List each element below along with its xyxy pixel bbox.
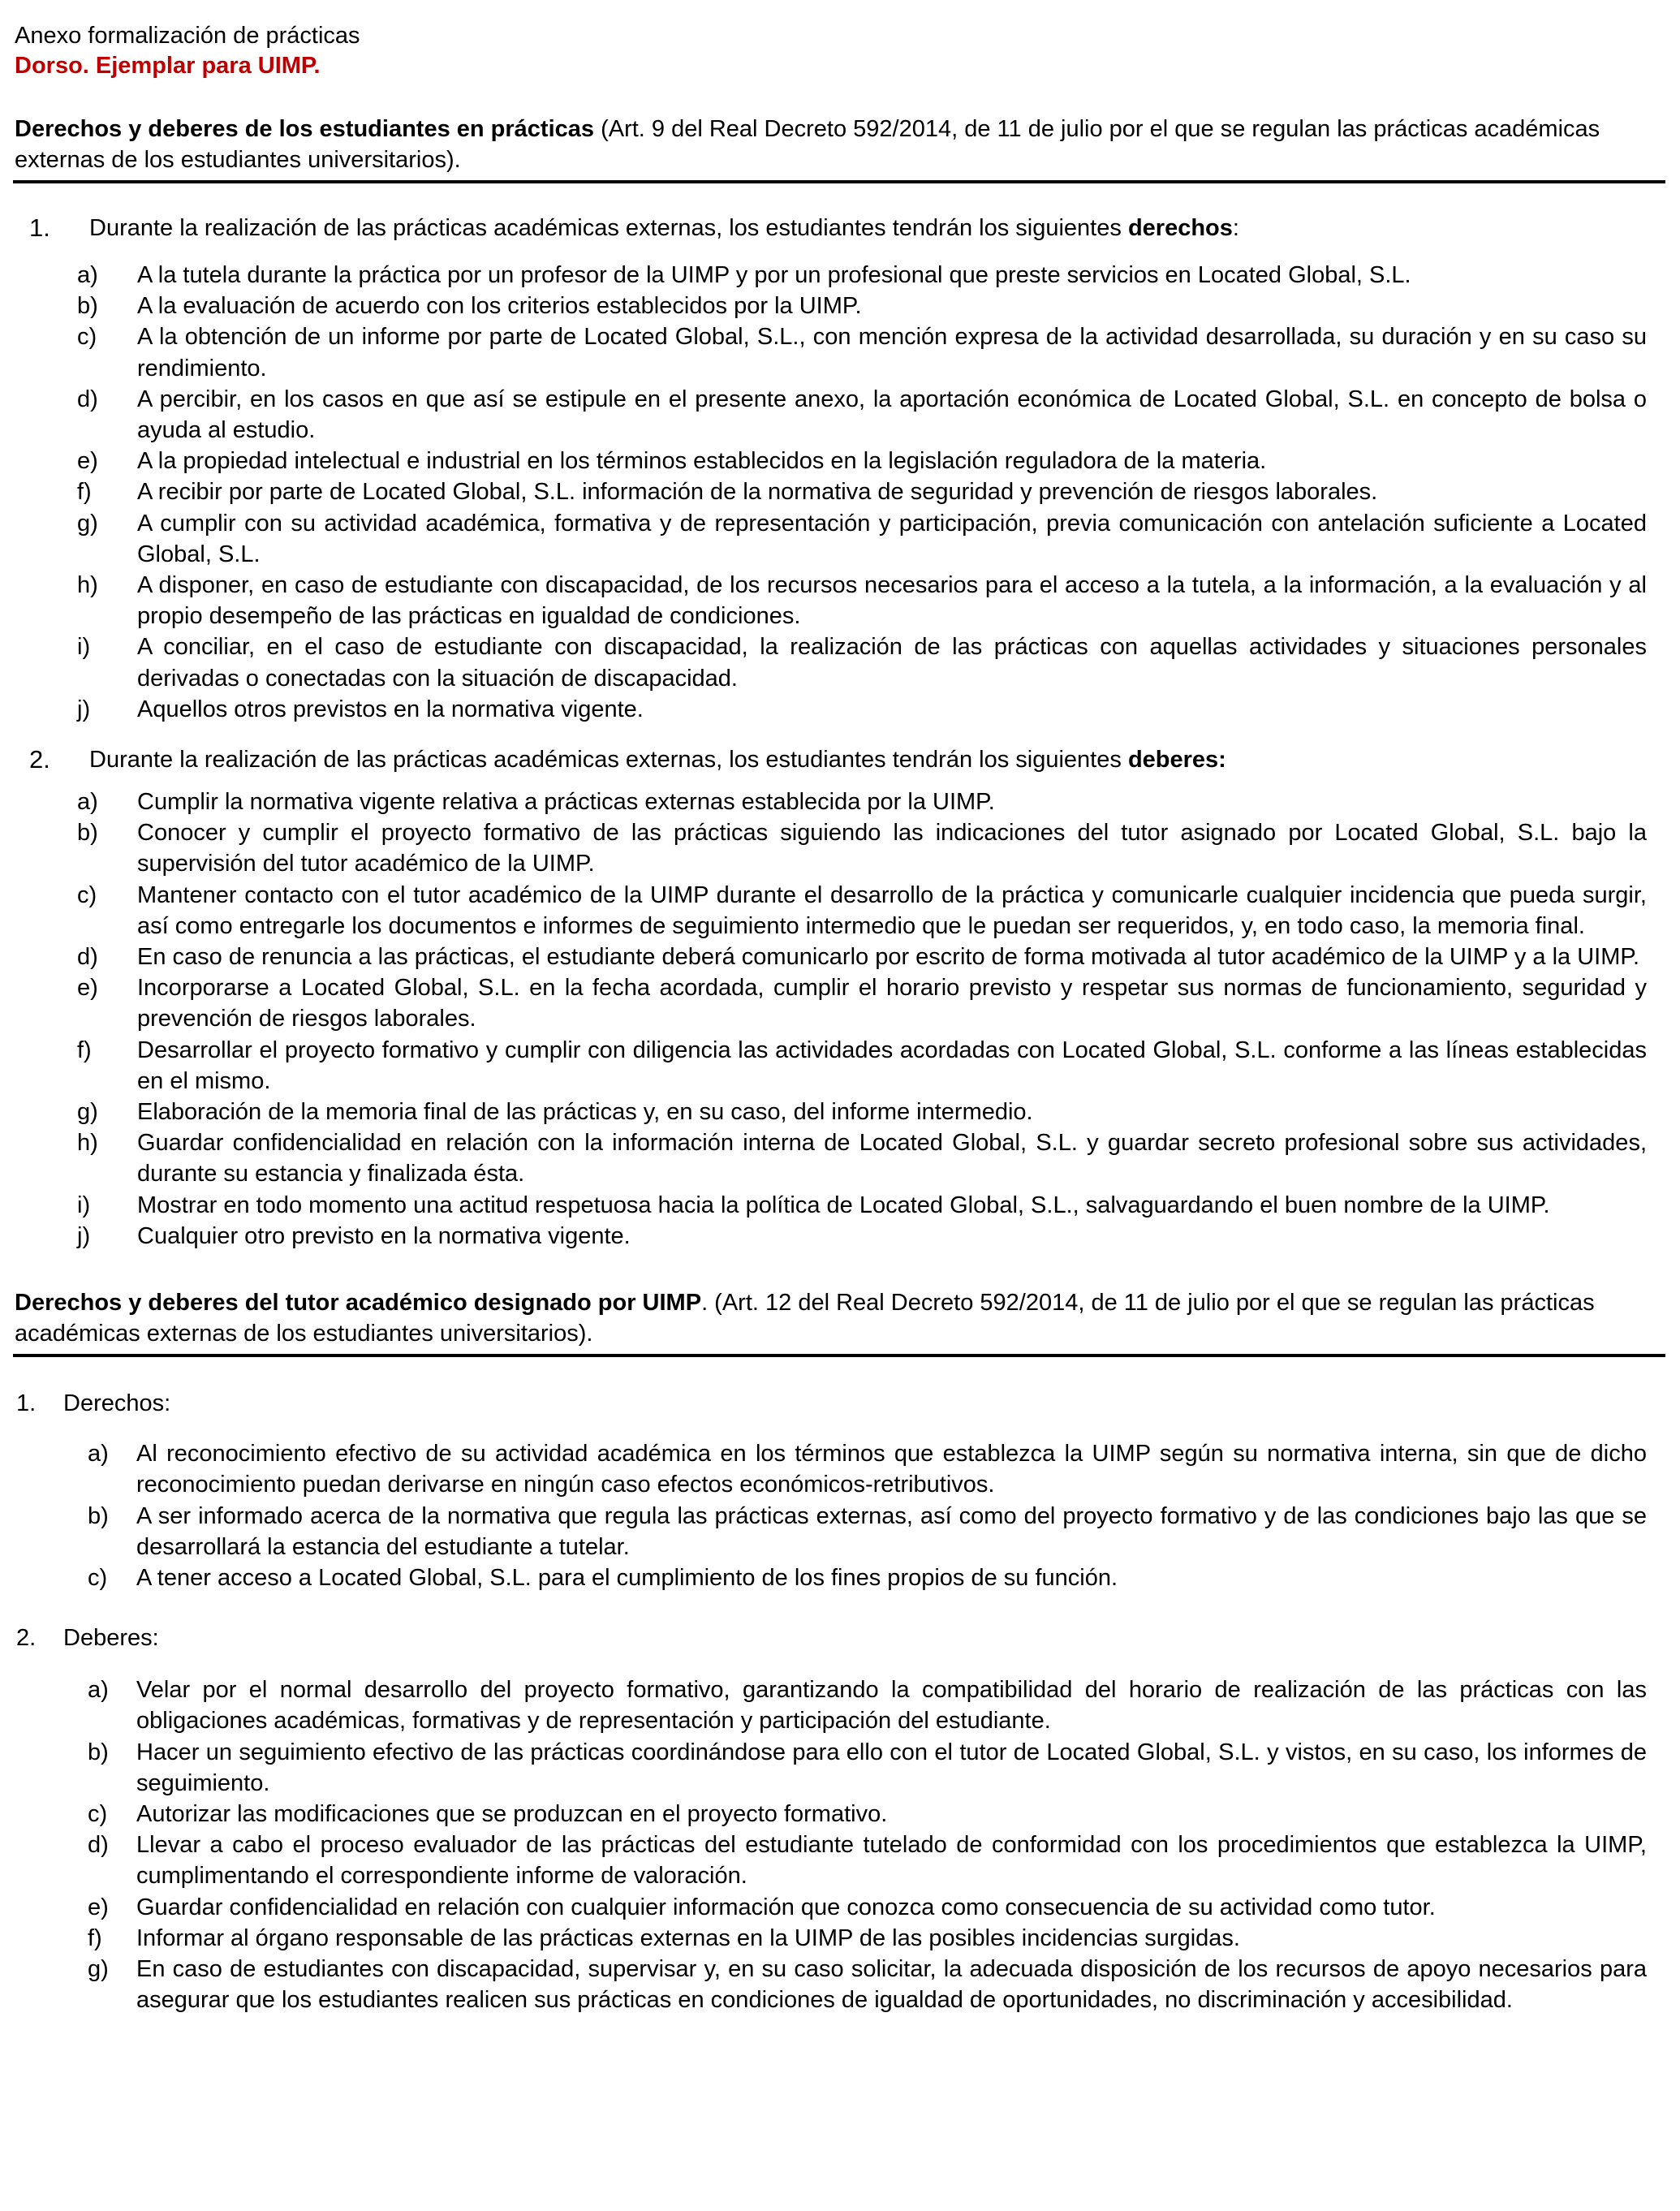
student-duties-list	[15, 787, 1665, 1252]
item-label: a)	[88, 1441, 109, 1468]
item-label: c)	[88, 1564, 108, 1591]
item-text: Mostrar en todo momento una actitud respetuosa hacia la política de Located Global, S.L., salvaguardando el buen nombre de la UIMP.	[137, 1192, 1550, 1218]
students-section	[15, 114, 1665, 1252]
item-text: En caso de renuncia a las prácticas, el estudiante deberá comunicarlo por escrito de forma motivada al tutor académico de la UIMP y a la UIMP.	[137, 944, 1640, 971]
item-text: Llevar a cabo el proceso evaluador de las prácticas del estudiante tutelado de conformidad con los procedimientos que establezca la UIMP, cumplimentando el correspondiente informe de valoración.	[136, 1832, 1647, 1890]
item-label: i)	[77, 634, 91, 661]
list-item	[15, 631, 1665, 693]
list-item	[15, 476, 1665, 507]
tutor-heading-rest: . (Art. 12 del Real Decreto 592/2014, de 11 de julio por el que se regulan las prácticas académicas externas de los estudiantes universitarios).	[15, 1290, 1595, 1347]
item-label: d)	[77, 386, 98, 412]
item-label: j)	[77, 696, 91, 722]
list-item	[15, 1221, 1665, 1252]
item-text: En caso de estudiantes con discapacidad, supervisar y, en su caso solicitar, la adecuada disposición de los recursos de apoyo necesarios para asegurar que los estudiantes realicen sus prácticas en condiciones de igualdad de oportunidades, no discriminación y accesibilidad.	[136, 1955, 1647, 2014]
item-label: b)	[77, 820, 98, 847]
item-text: A la evaluación de acuerdo con los criterios establecidos por la UIMP.	[137, 293, 862, 320]
list-item	[15, 1830, 1665, 1891]
item-label: f)	[77, 479, 92, 506]
item-text: Guardar confidencialidad en relación con la información interna de Located Global, S.L. y guardar secreto profesional sobre sus actividades, durante su estancia y finalizada ésta.	[137, 1130, 1647, 1187]
list-item	[15, 880, 1665, 942]
list-item	[15, 972, 1665, 1034]
tutor-rights-title	[15, 1388, 1665, 1419]
list-item	[15, 694, 1665, 725]
item-label: i)	[77, 1192, 91, 1218]
students-section-heading	[15, 114, 1652, 175]
item-label: c)	[88, 1800, 108, 1827]
list-item	[15, 1438, 1665, 1500]
list-item	[15, 942, 1665, 972]
list-number: 2.	[16, 1625, 37, 1652]
item-label: a)	[77, 789, 98, 816]
item-text: A la propiedad intelectual e industrial en los términos establecidos en la legislación reguladora de la materia.	[137, 448, 1267, 475]
list-item	[15, 446, 1665, 476]
list-item	[15, 384, 1665, 446]
item-text: Autorizar las modificaciones que se produzcan en el proyecto formativo.	[136, 1800, 888, 1827]
section-divider	[13, 180, 1665, 183]
item-label: g)	[77, 510, 98, 537]
item-label: a)	[77, 262, 98, 288]
list-item	[15, 1892, 1665, 1923]
item-text: Informar al órgano responsable de las prácticas externas en la UIMP de las posibles incidencias surgidas.	[136, 1924, 1240, 1951]
list-item	[15, 1799, 1665, 1830]
student-duties-intro	[15, 744, 1665, 775]
list-item	[15, 1923, 1665, 1954]
subsection-title: Derechos:	[63, 1390, 171, 1417]
item-text: A la obtención de un informe por parte de Located Global, S.L., con mención expresa de la actividad desarrollada, su duración y en su caso su rendimiento.	[137, 324, 1647, 381]
item-text: A cumplir con su actividad académica, formativa y de representación y participación, previa comunicación con antelación suficiente a Located Global, S.L.	[137, 510, 1647, 567]
intro-bold: derechos	[1127, 215, 1233, 241]
item-label: e)	[77, 975, 98, 1002]
item-text: A ser informado acerca de la normativa que regula las prácticas externas, así como del proyecto formativo y de las condiciones bajo las que se desarrollará la estancia del estudiante a tutelar.	[136, 1502, 1647, 1560]
item-text: A la tutela durante la práctica por un profesor de la UIMP y por un profesional que preste servicios en Located Global, S.L.	[137, 262, 1411, 288]
subsection-title: Deberes:	[63, 1625, 159, 1652]
intro-text: Durante la realización de las prácticas académicas externas, los estudiantes tendrán los siguientes	[89, 215, 1128, 241]
student-rights-list	[15, 260, 1665, 725]
intro-end: :	[1232, 215, 1239, 241]
list-item	[15, 1097, 1665, 1127]
item-text: Incorporarse a Located Global, S.L. en la fecha acordada, cumplir el horario previsto y respetar sus normas de funcionamiento, seguridad y prevención de riesgos laborales.	[137, 975, 1647, 1032]
item-label: b)	[88, 1502, 109, 1529]
tutor-section-heading	[15, 1287, 1652, 1349]
list-item	[15, 1501, 1665, 1562]
list-item	[15, 817, 1665, 879]
item-label: b)	[77, 293, 98, 320]
item-text: Mantener contacto con el tutor académico de la UIMP durante el desarrollo de la práctica y comunicarle cualquier incidencia que pueda surgir, así como entregarle los documentos e informes de seguimiento intermedio que le puedan ser requeridos, y, en todo caso, la memoria final.	[137, 881, 1647, 939]
students-heading-bold: Derechos y deberes de los estudiantes en prácticas	[15, 116, 595, 142]
item-text: A conciliar, en el caso de estudiante con discapacidad, la realización de las prácticas con aquellas actividades y situaciones personales derivadas o conectadas con la situación de discapacidad.	[137, 634, 1647, 692]
list-item	[15, 787, 1665, 817]
item-label: d)	[77, 944, 98, 971]
tutor-duties-list	[15, 1674, 1665, 2015]
item-text: Hacer un seguimiento efectivo de las prácticas coordinándose para ello con el tutor de Located Global, S.L. y vistos, en su caso, los informes de seguimiento.	[136, 1739, 1647, 1796]
item-label: b)	[88, 1739, 109, 1765]
tutor-section	[15, 1287, 1665, 2015]
item-label: g)	[77, 1099, 98, 1126]
item-label: f)	[88, 1924, 102, 1951]
intro-bold: deberes:	[1127, 747, 1226, 774]
list-item	[15, 321, 1665, 383]
item-text: Guardar confidencialidad en relación con cualquier información que conozca como consecuencia de su actividad como tutor.	[136, 1894, 1436, 1920]
item-label: g)	[88, 1955, 109, 1982]
item-label: c)	[77, 881, 97, 908]
item-text: Conocer y cumplir el proyecto formativo de las prácticas siguiendo las indicaciones del tutor asignado por Located Global, S.L. bajo la supervisión del tutor académico de la UIMP.	[137, 820, 1647, 877]
list-item	[15, 1127, 1665, 1189]
item-text: Desarrollar el proyecto formativo y cumplir con diligencia las actividades acordadas con Located Global, S.L. conforme a las líneas establecidas en el mismo.	[137, 1037, 1647, 1094]
item-label: d)	[88, 1832, 109, 1859]
tutor-duties-title	[15, 1623, 1665, 1653]
document-page	[15, 21, 1665, 2015]
list-number: 1.	[29, 213, 50, 242]
list-item	[15, 291, 1665, 321]
item-text: A percibir, en los casos en que así se estipule en el presente anexo, la aportación económica de Located Global, S.L. en concepto de bolsa o ayuda al estudio.	[137, 386, 1647, 444]
list-item	[15, 570, 1665, 631]
item-text: Aquellos otros previstos en la normativa vigente.	[137, 696, 644, 722]
item-text: Velar por el normal desarrollo del proyecto formativo, garantizando la compatibilidad del horario de realización de las prácticas con las obligaciones académicas, formativas y de representación y participación del estudiante.	[136, 1677, 1647, 1735]
list-item	[15, 1562, 1665, 1593]
item-text: A tener acceso a Located Global, S.L. para el cumplimiento de los fines propios de su función.	[136, 1564, 1118, 1591]
tutor-heading-bold: Derechos y deberes del tutor académico designado por UIMP	[15, 1290, 702, 1317]
list-item	[15, 1737, 1665, 1799]
document-subtitle: Dorso. Ejemplar para UIMP.	[15, 53, 321, 79]
tutor-rights-list	[15, 1438, 1665, 1593]
item-text: A recibir por parte de Located Global, S.L. información de la normativa de seguridad y prevención de riesgos laborales.	[137, 479, 1378, 506]
student-rights-intro	[15, 213, 1665, 244]
item-label: a)	[88, 1677, 109, 1704]
list-item	[15, 1190, 1665, 1221]
list-item	[15, 1954, 1665, 2015]
item-text: Cumplir la normativa vigente relativa a prácticas externas establecida por la UIMP.	[137, 789, 995, 816]
intro-text: Durante la realización de las prácticas académicas externas, los estudiantes tendrán los siguientes	[89, 747, 1128, 774]
item-label: j)	[77, 1222, 91, 1249]
item-text: A disponer, en caso de estudiante con discapacidad, de los recursos necesarios para el acceso a la tutela, a la información, a la evaluación y al propio desempeño de las prácticas en igualdad de condiciones.	[137, 572, 1647, 630]
item-text: Al reconocimiento efectivo de su actividad académica en los términos que establezca la UIMP según su normativa interna, sin que de dicho reconocimiento puedan derivarse en ningún caso efectos económicos-retributivos.	[136, 1441, 1647, 1498]
item-label: h)	[77, 1130, 98, 1157]
item-label: e)	[88, 1894, 109, 1920]
item-label: e)	[77, 448, 98, 475]
list-item	[15, 508, 1665, 570]
item-label: h)	[77, 572, 98, 599]
item-text: Elaboración de la memoria final de las prácticas y, en su caso, del informe intermedio.	[137, 1099, 1033, 1126]
students-heading-rest: (Art. 9 del Real Decreto 592/2014, de 11 de julio por el que se regulan las prácticas académicas externas de los estudiantes universitarios).	[15, 116, 1600, 173]
list-item	[15, 1674, 1665, 1736]
document-title: Anexo formalización de prácticas	[15, 23, 360, 49]
list-item	[15, 260, 1665, 291]
list-number: 1.	[16, 1390, 37, 1417]
section-divider	[13, 1354, 1665, 1357]
list-number: 2.	[29, 745, 50, 774]
item-label: f)	[77, 1037, 92, 1063]
item-label: c)	[77, 324, 97, 351]
item-text: Cualquier otro previsto en la normativa vigente.	[137, 1222, 631, 1249]
list-item	[15, 1035, 1665, 1097]
